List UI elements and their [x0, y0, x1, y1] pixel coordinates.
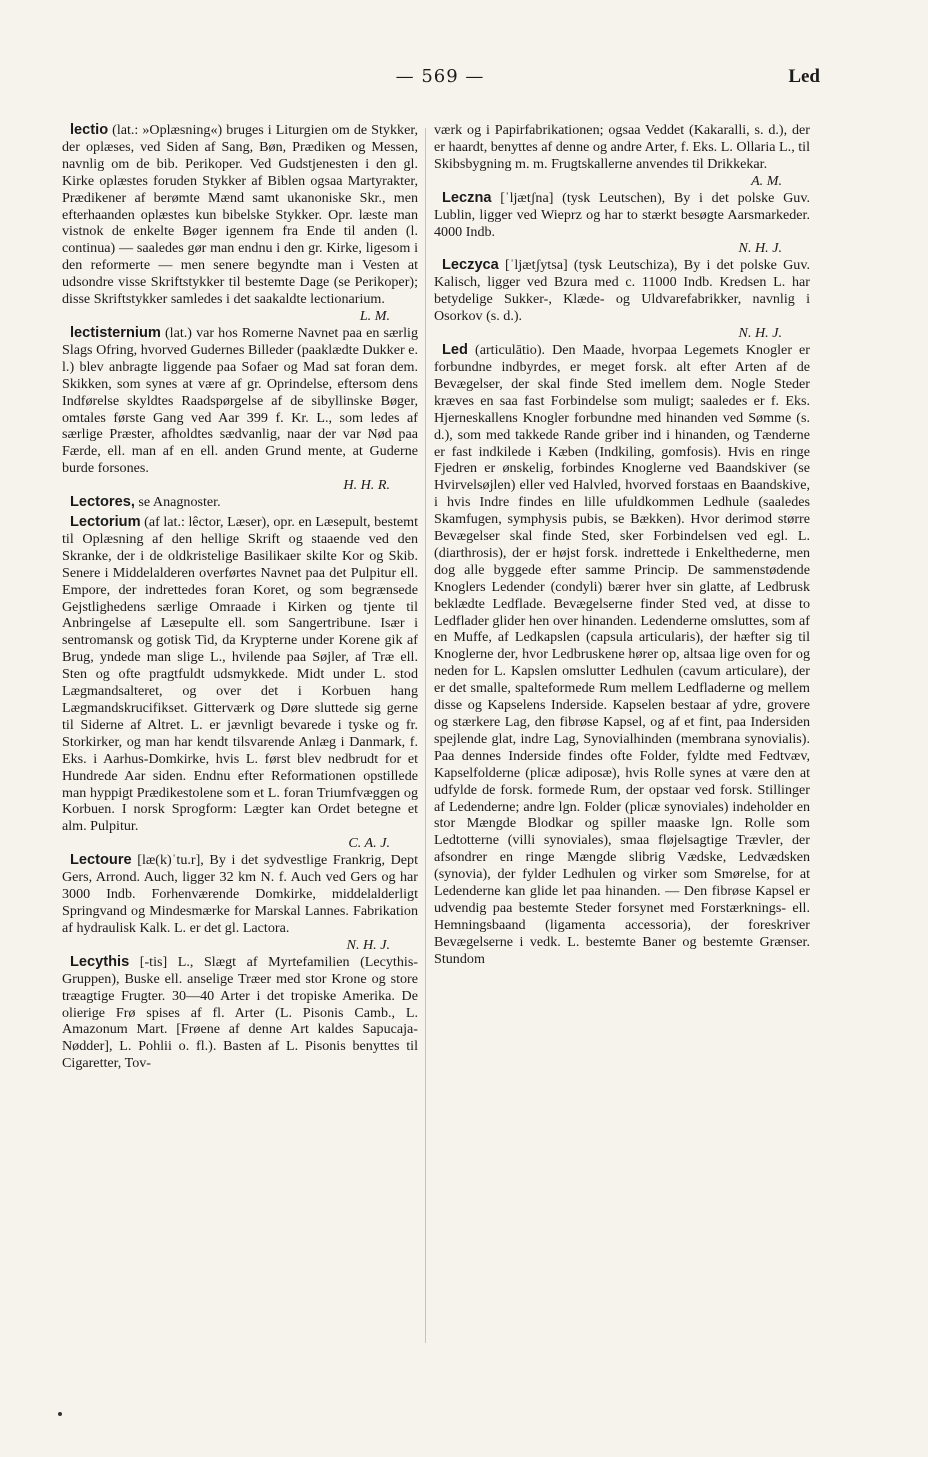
headword: lectio — [70, 122, 109, 138]
entry-lectio — [62, 122, 418, 324]
page-number: — 569 — — [395, 66, 485, 87]
entry-text: [ˈljætʃytsa] (tysk Leutschiza), By i det polske Guv. Kalisch, ligger ved Bzura med c. 11000 Indb. Kredsen L. har betydelige Sukker-, Klæde- og Uldvarefabrikker, navnlig i Osorkov (s. d.). — [434, 257, 810, 325]
entry-lecythis — [62, 954, 418, 1072]
entry-text: (articulātio). Den Maade, hvorpaa Legemets Knogler er forbundne indbyrdes, er meget forsk. alt efter Arten af de Bevægelser, der skal finde Sted imellem dem. Nogle Steder kræves en saa fast Forbindelse som muligt; saaledes er f. Eks. Hjerneskallens Knogler forbundne med hinanden ved Sømme (s. d.), som med takkede Rande griber ind i hinanden, og Tænderne er fast indkilede i Kæben (Indkiling, gomfosis). Hvis en ringe Fjedren er ønskelig, forbindes Knoglerne ved Baandskiver (se Hvirvelsøjlen) eller ved Halvled, hvorved forstaas en Baandskive, i hvis Indre findes en lille ufuldkommen Ledhule (saaledes Skamfugen, symphysis pubis, se Bækken). Hvor derimod større Bevægelser skal finde Sted, sker Forbindelsen ved egl. L. (diarthrosis), der er højst forsk. indrettede i Enkelthederne, men dog alle byggede efter samme Princip. De sammenstødende Knoglers Ledender (condyli) bærer hver sin glatte, af Ledbrusk beklædte Ledflade. Bevægelserne finder Sted ved, at disse to Ledflader glider hen over hinanden. Ledenderne omsluttes, som af en Muffe, af Ledkapslen (capsula articularis), der hæfter sig til Knoglerne der, hvor Ledbruskene hører op, altsaa lige oven for og neden for L. Kapslen omslutter Ledhulen (cavum articulare), der er det smalle, spalteformede Rum mellem Ledfladerne og mellem disse og Kapselens Inderside. Kapselen bestaar af ydre, grovere og stærkere Lag, den fibrøse Kapsel, og af et fint, paa Indersiden spejlende glat, indre Lag, Synovialhinden (membrana synovialis). Paa dennes Inderside findes ofte Folder, fyldte med Fedtvæv, Kapselfolderne (plicæ adiposæ), hvis Rolle synes at være den at udfylde de forsk. formede Rum, der opstaar ved forsk. Stillinger af Ledenderne; andre lgn. Folder (plicæ synoviales) indeholder en stor Mængde Blodkar og spiller maaske lgn. Rolle som Ledtotterne (villi synoviales), smaa fløjelsagtige Trævler, der afsondrer en ringe Mængde slibrig Vædske, Ledvædsken (synovia), der fylder Ledhulen og virker som Smørelse, for at Ledenderne kan glide let paa hinanden. — Den fibrøse Kapsel er udvendig paa bestemte Steder forsynet med Forstærknings- ell. Hemningsbaand (ligamenta accessoria), der foreskriver Bevægelserne i vedk. L. bestemte Baner og bestemte Grænser. Stundom — [434, 342, 811, 967]
page-header — [60, 66, 820, 96]
author-signature: N. H. J. — [346, 936, 390, 953]
entry-lectisternium — [62, 325, 418, 493]
author-signature: C. A. J. — [348, 835, 390, 852]
headword: Leczna — [442, 189, 492, 206]
author-signature: L. M. — [359, 307, 390, 324]
author-signature: N. H. J. — [738, 325, 782, 342]
author-signature: N. H. J. — [738, 240, 782, 257]
entry-led — [434, 342, 810, 968]
headword: Led — [442, 342, 468, 359]
entry-lecythis-continued — [434, 122, 810, 189]
entry-text: [-tis] L., Slægt af Myrtefamilien (Lecythis-Gruppen), Buske ell. anselige Træer med stor Krone og store træagtige Frugter. 30—40 Arter i det tropiske Amerika. De olierige Frø spises af fl. Arter (L. Pisonis Camb., L. Amazonum Mart. [Frøene af denne Art kaldes Sapucaja-Nødder], L. Pohlii o. fl.). Basten af L. Pisonis benyttes til Cigaretter, Tov- — [62, 953, 418, 1072]
headword: Leczyca — [442, 257, 499, 274]
column-divider — [425, 128, 426, 1343]
entry-text: [læ(k)ˈtu.r], By i det sydvestlige Frankrig, Dept Gers, Arrond. Auch, ligger 32 km N. f. Auch ved Gers og har 3000 Indb. Forhenværende Domkirke, middelalderligt Springvand og Mindesmærke for Marskal Lannes. Fabrikation af hydraulisk Kalk. L. er det gl. Lactora. — [62, 852, 418, 936]
headword: Lectorium — [70, 514, 141, 531]
running-head: Led — [788, 66, 820, 87]
entry-text: (lat.) var hos Romerne Navnet paa en særlig Slags Ofring, hvorved Gudernes Billeder (paaklædte Dukker e. l.) blev anbragte liggende paa Sofaer og Mad sat foran dem. Skikken, som synes at være af gr. Oprindelse, eftersom dens Indførelse skyldtes Raadspørgelse af de sibyllinske Bøger, omtales første Gang ved Aar 399 f. Kr. L., som ledes af særlige Præster, afholdtes sædvanlig, naar der var Nød paa Færde, ell. man af en ell. anden Grund mente, at Guderne burde forsones. — [62, 324, 418, 477]
author-signature: A. M. — [751, 172, 782, 189]
entry-lectoure — [62, 852, 418, 953]
entry-text: (lat.: »Oplæsning«) bruges i Liturgien om de Stykker, der oplæses, ved Siden af Sang, Bøn, Prædiken og Messen, navnlig om de bib. Perikoper. Ved Gudstjenesten i den gl. Kirke oplæstes foruden Stykker af Biblen ogsaa Martyrakter, Prædikener af berømte Mænd samt ukanoniske Skr., men efterhaanden oplæstes kun bibelske Stykker. Opr. læste man vistnok de enkelte Bøger igennem fra Ende til anden (l. continua) — saaledes gør man endnu i den gr. Kirke, ligesom i den reformerte — men senere begyndte man i Vesten at udsondre visse Skriftstykker til bestemte Dage (se Perikoper); disse Skriftstykker samledes i det saakaldte lectionarium. — [62, 122, 418, 308]
right-column — [434, 122, 810, 969]
cross-reference: se Anagnoster. — [138, 494, 221, 511]
headword: lectisternium — [70, 324, 161, 341]
entry-text: værk og i Papirfabrikationen; ogsaa Veddet (Kakaralli, s. d.), der er haardt, benyttes af denne og andre Arter, f. Eks. L. Ollaria L., til Skibsbygning m. m. Frugtskallerne anvendes til Drikkekar. — [434, 122, 810, 172]
print-speck — [58, 1412, 62, 1416]
entry-leczna — [434, 190, 810, 257]
author-signature: H. H. R. — [343, 477, 390, 494]
left-column — [62, 122, 418, 1073]
headword: Lectores, — [70, 494, 135, 511]
entry-text: (af lat.: lêctor, Læser), opr. en Læsepult, bestemt til Oplæsning af den hellige Skrift og staaende ved den Skranke, der i de oldkristelige Basilikaer skilte Kor og Skib. Senere i Middelalderen overførtes Navnet paa det Pulpitur ell. Empore, der indrettedes foran Koret, og som begrænsede Gejstlighedens særlige Omraade i Kirken og tjente til Anbringelse af Læsepulte ell. som Sangertribune. Især i sentromansk og gotisk Tid, da Krypterne under Korene gik af Brug, yndede man slige L., hvilende paa Søjler, af Træ ell. Sten og ofte pragtfuldt udsmykkede. Midt under L. stod Lægmandsalteret, og over det i Korbuen hang Lægmandskrucifikset. Gitterværk og Døre sluttede sig gerne til Siderne af Altret. L. er jævnligt bevarede i tyske og fr. Storkirker, og man har kendt tilsvarende Anlæg i Danmark, f. Eks. i Aarhus-Domkirke, hvis L. først blev nedbrudt for et Hundrede Aar siden. Endnu efter Reformationen opstillede man hyppigt Prædikestolene som et L. foran Triumfvæggen og Korbuen. I norsk Sprogform: Lægter kan Ordet betegne et alm. Pulpitur. — [62, 514, 418, 835]
headword: Lectoure — [70, 852, 132, 869]
entry-leczyca — [434, 257, 810, 341]
entry-lectores — [62, 494, 418, 511]
entry-text: [ˈljætʃna] (tysk Leutschen), By i det polske Guv. Lublin, ligger ved Wieprz og har to stærkt besøgte Aarsmarkeder. 4000 Indb. — [434, 189, 810, 240]
entry-lectorium — [62, 514, 418, 851]
headword: Lecythis — [70, 953, 130, 970]
